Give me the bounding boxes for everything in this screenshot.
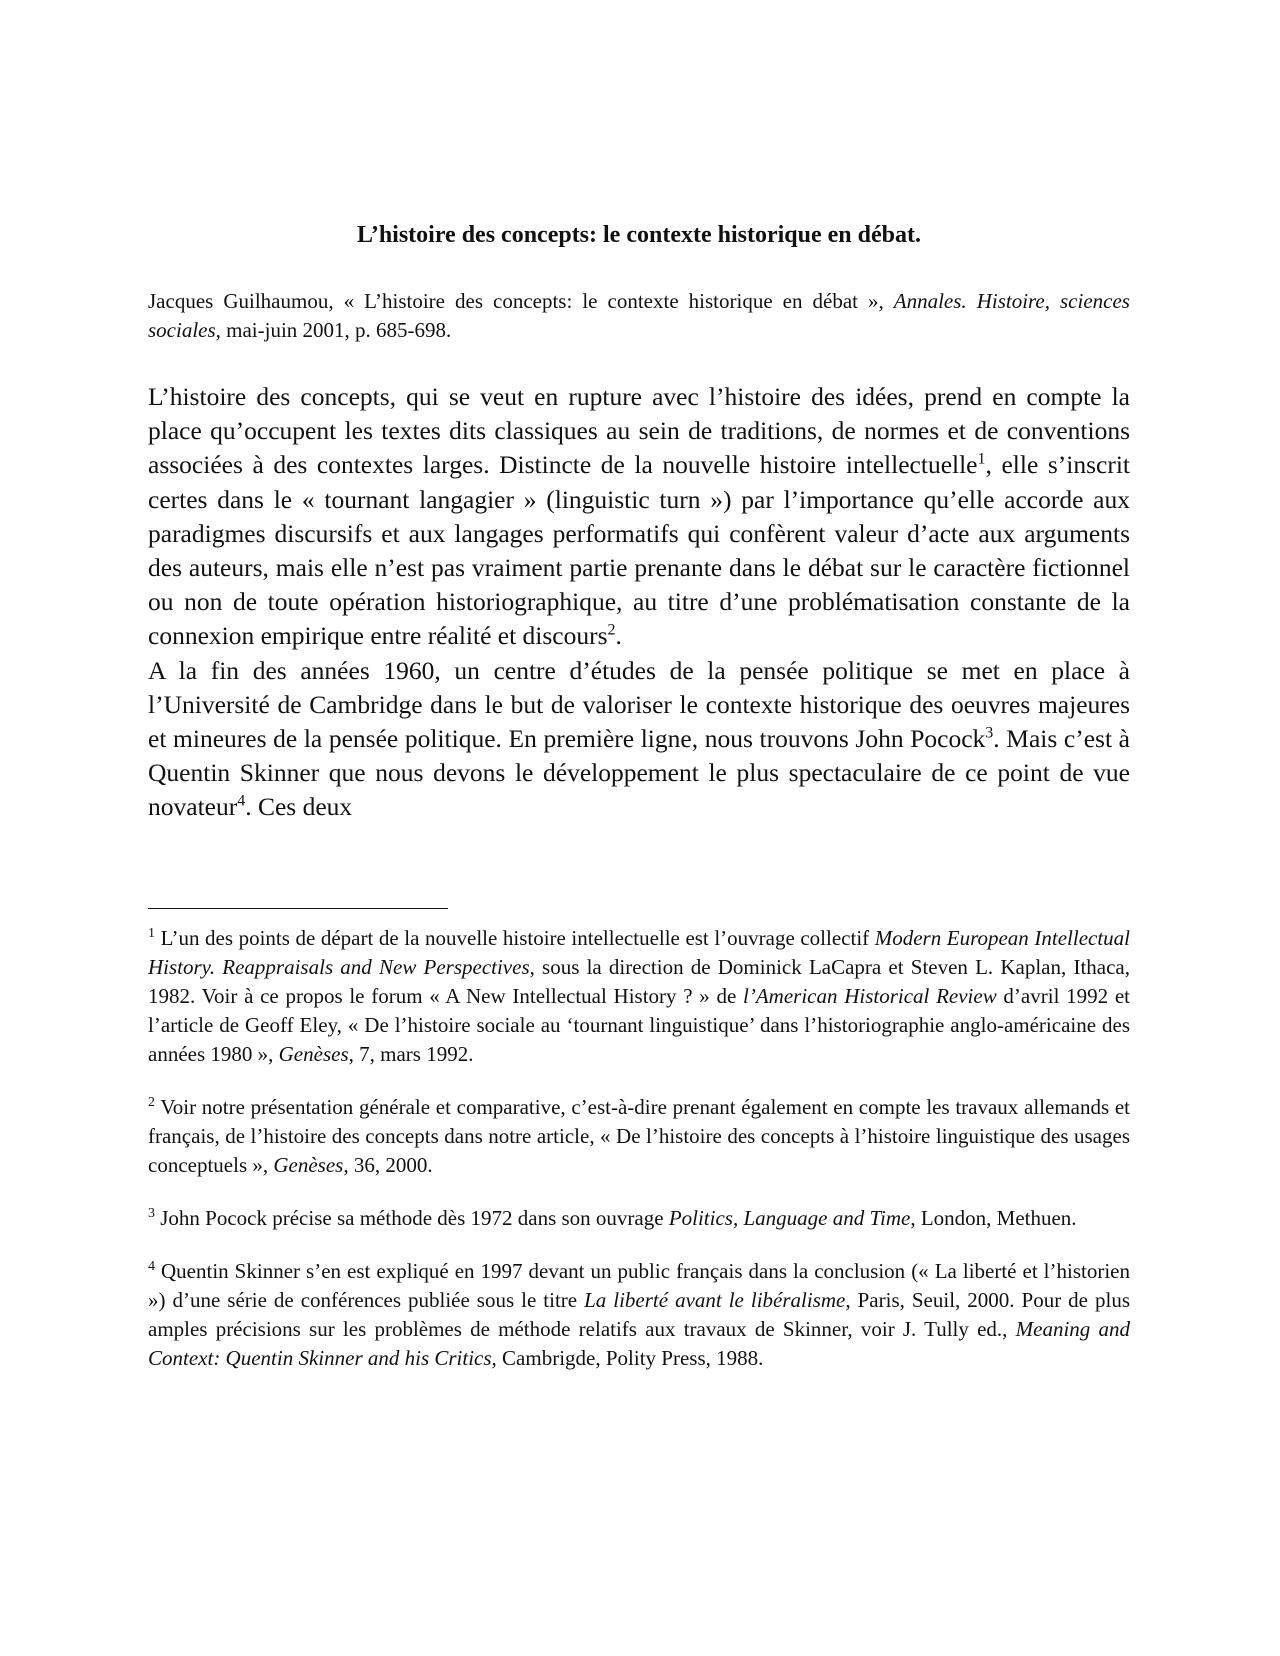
footnote-ref-2[interactable]: 2 — [607, 621, 616, 639]
citation — [148, 287, 1130, 345]
paragraph-1-part-c: . — [615, 621, 622, 651]
footnote-number: 4 — [148, 1259, 155, 1274]
footnote-ref-4[interactable]: 4 — [237, 792, 246, 810]
footnote-3-text-b: , London, Methuen. — [910, 1206, 1077, 1230]
footnote-1-text-b: , sous la direction de Dominick LaCapra et Steven L. Kaplan, Ithaca, 1982. Voir à ce propos le forum « A New Intellectual History ? » de — [148, 955, 1130, 1008]
paragraph-1-part-a: L’histoire des concepts, qui se veut en rupture avec l’histoire des idées, prend en compte la place qu’occupent les textes dits classiques au sein de traditions, de normes et de conventions associées à des contextes larges. Distincte de la nouvelle histoire intellectuelle — [148, 382, 1130, 480]
footnote-3-title-1: Politics, Language and Time — [668, 1206, 911, 1230]
footnote-number: 1 — [148, 926, 155, 941]
footnote-2-text-b: , 36, 2000. — [343, 1153, 433, 1177]
footnote-ref-3[interactable]: 3 — [985, 724, 994, 742]
paragraph-2-part-a: A la fin des années 1960, un centre d’études de la pensée politique se met en place à l’Université de Cambridge dans le but de valoriser le contexte historique des oeuvres majeures et mineures de la pensée politique. En première ligne, nous trouvons John Pocock — [148, 655, 1130, 754]
footnote-3-text-a: John Pocock précise sa méthode dès 1972 dans son ouvrage — [155, 1206, 669, 1230]
footnote-1-text-d: , 7, mars 1992. — [348, 1042, 474, 1066]
footnote-1-title-1: Modern European Intellectual History. Reappraisals and New Perspectives — [148, 926, 1131, 979]
citation-text: Jacques Guilhaumou, « L’histoire des concepts: le contexte historique en débat », — [148, 289, 894, 313]
footnote-4 — [148, 1257, 1130, 1373]
footnote-3 — [148, 1204, 1130, 1233]
footnote-4-text-b: , Paris, Seuil, 2000. Pour de plus amples précisions sur les problèmes de méthode relatifs aux travaux de Skinner, voir J. Tully ed., — [148, 1288, 1130, 1341]
footnote-2-text-a: Voir notre présentation générale et comparative, c’est-à-dire prenant également en compte les travaux allemands et français, de l’histoire des concepts dans notre article, « De l’histoire des concepts à l’histoire linguistique des usages conceptuels », — [148, 1095, 1130, 1177]
document-page — [148, 0, 1130, 1656]
paragraph-2-part-c: . Ces deux — [245, 792, 353, 822]
footnote-4-text-c: , Cambrigde, Polity Press, 1988. — [491, 1346, 764, 1370]
body-text — [148, 380, 1130, 825]
footnote-1 — [148, 924, 1130, 1069]
paragraph-1 — [148, 380, 1130, 654]
footnote-ref-1[interactable]: 1 — [977, 450, 986, 468]
footnote-1-title-3: Genèses — [278, 1042, 349, 1066]
footnote-1-text-a: L’un des points de départ de la nouvelle histoire intellectuelle est l’ouvrage collectif — [155, 926, 875, 950]
footnote-1-title-2: l’American Historical Review — [743, 984, 997, 1008]
footnote-2-title-1: Genèses — [273, 1153, 344, 1177]
footnote-4-title-2: Meaning and Context: Quentin Skinner and his Critics — [148, 1317, 1130, 1370]
footnote-divider — [148, 908, 448, 909]
page-title: L’histoire des concepts: le contexte historique en débat. — [357, 222, 921, 248]
footnote-number: 3 — [148, 1206, 155, 1221]
footnote-1-text-c: d’avril 1992 et l’article de Geoff Eley, « De l’histoire sociale au ‘tournant linguistique’ dans l’historiographie anglo-américaine des années 1980 », — [148, 984, 1130, 1066]
footnote-2 — [148, 1093, 1130, 1180]
footnotes — [148, 924, 1130, 1397]
paragraph-2 — [148, 654, 1130, 825]
footnote-number: 2 — [148, 1095, 155, 1110]
footnote-4-text-a: Quentin Skinner s’en est expliqué en 1997 devant un public français dans la conclusion (« La liberté et l’historien ») d’une série de conférences publiée sous le titre — [148, 1259, 1130, 1312]
citation-journal: Annales. Histoire, sciences sociales — [148, 289, 1130, 342]
paragraph-2-part-b: . Mais c’est à Quentin Skinner que nous devons le développement le plus spectaculaire de ce point de vue novateur — [148, 724, 1130, 822]
citation-rest: , mai-juin 2001, p. 685-698. — [215, 318, 452, 342]
footnote-4-title-1: La liberté avant le libéralisme — [584, 1288, 846, 1312]
paragraph-1-part-b: , elle s’inscrit certes dans le « tournant langagier » (linguistic turn ») par l’importance qu’elle accorde aux paradigmes discursifs et aux langages performatifs qui confèrent valeur d’acte aux arguments des auteurs, mais elle n’est pas vraiment partie prenante dans le débat sur le caractère fictionnel ou non de toute opération historiographique, au titre d’une problématisation constante de la connexion empirique entre réalité et discours — [148, 450, 1130, 651]
